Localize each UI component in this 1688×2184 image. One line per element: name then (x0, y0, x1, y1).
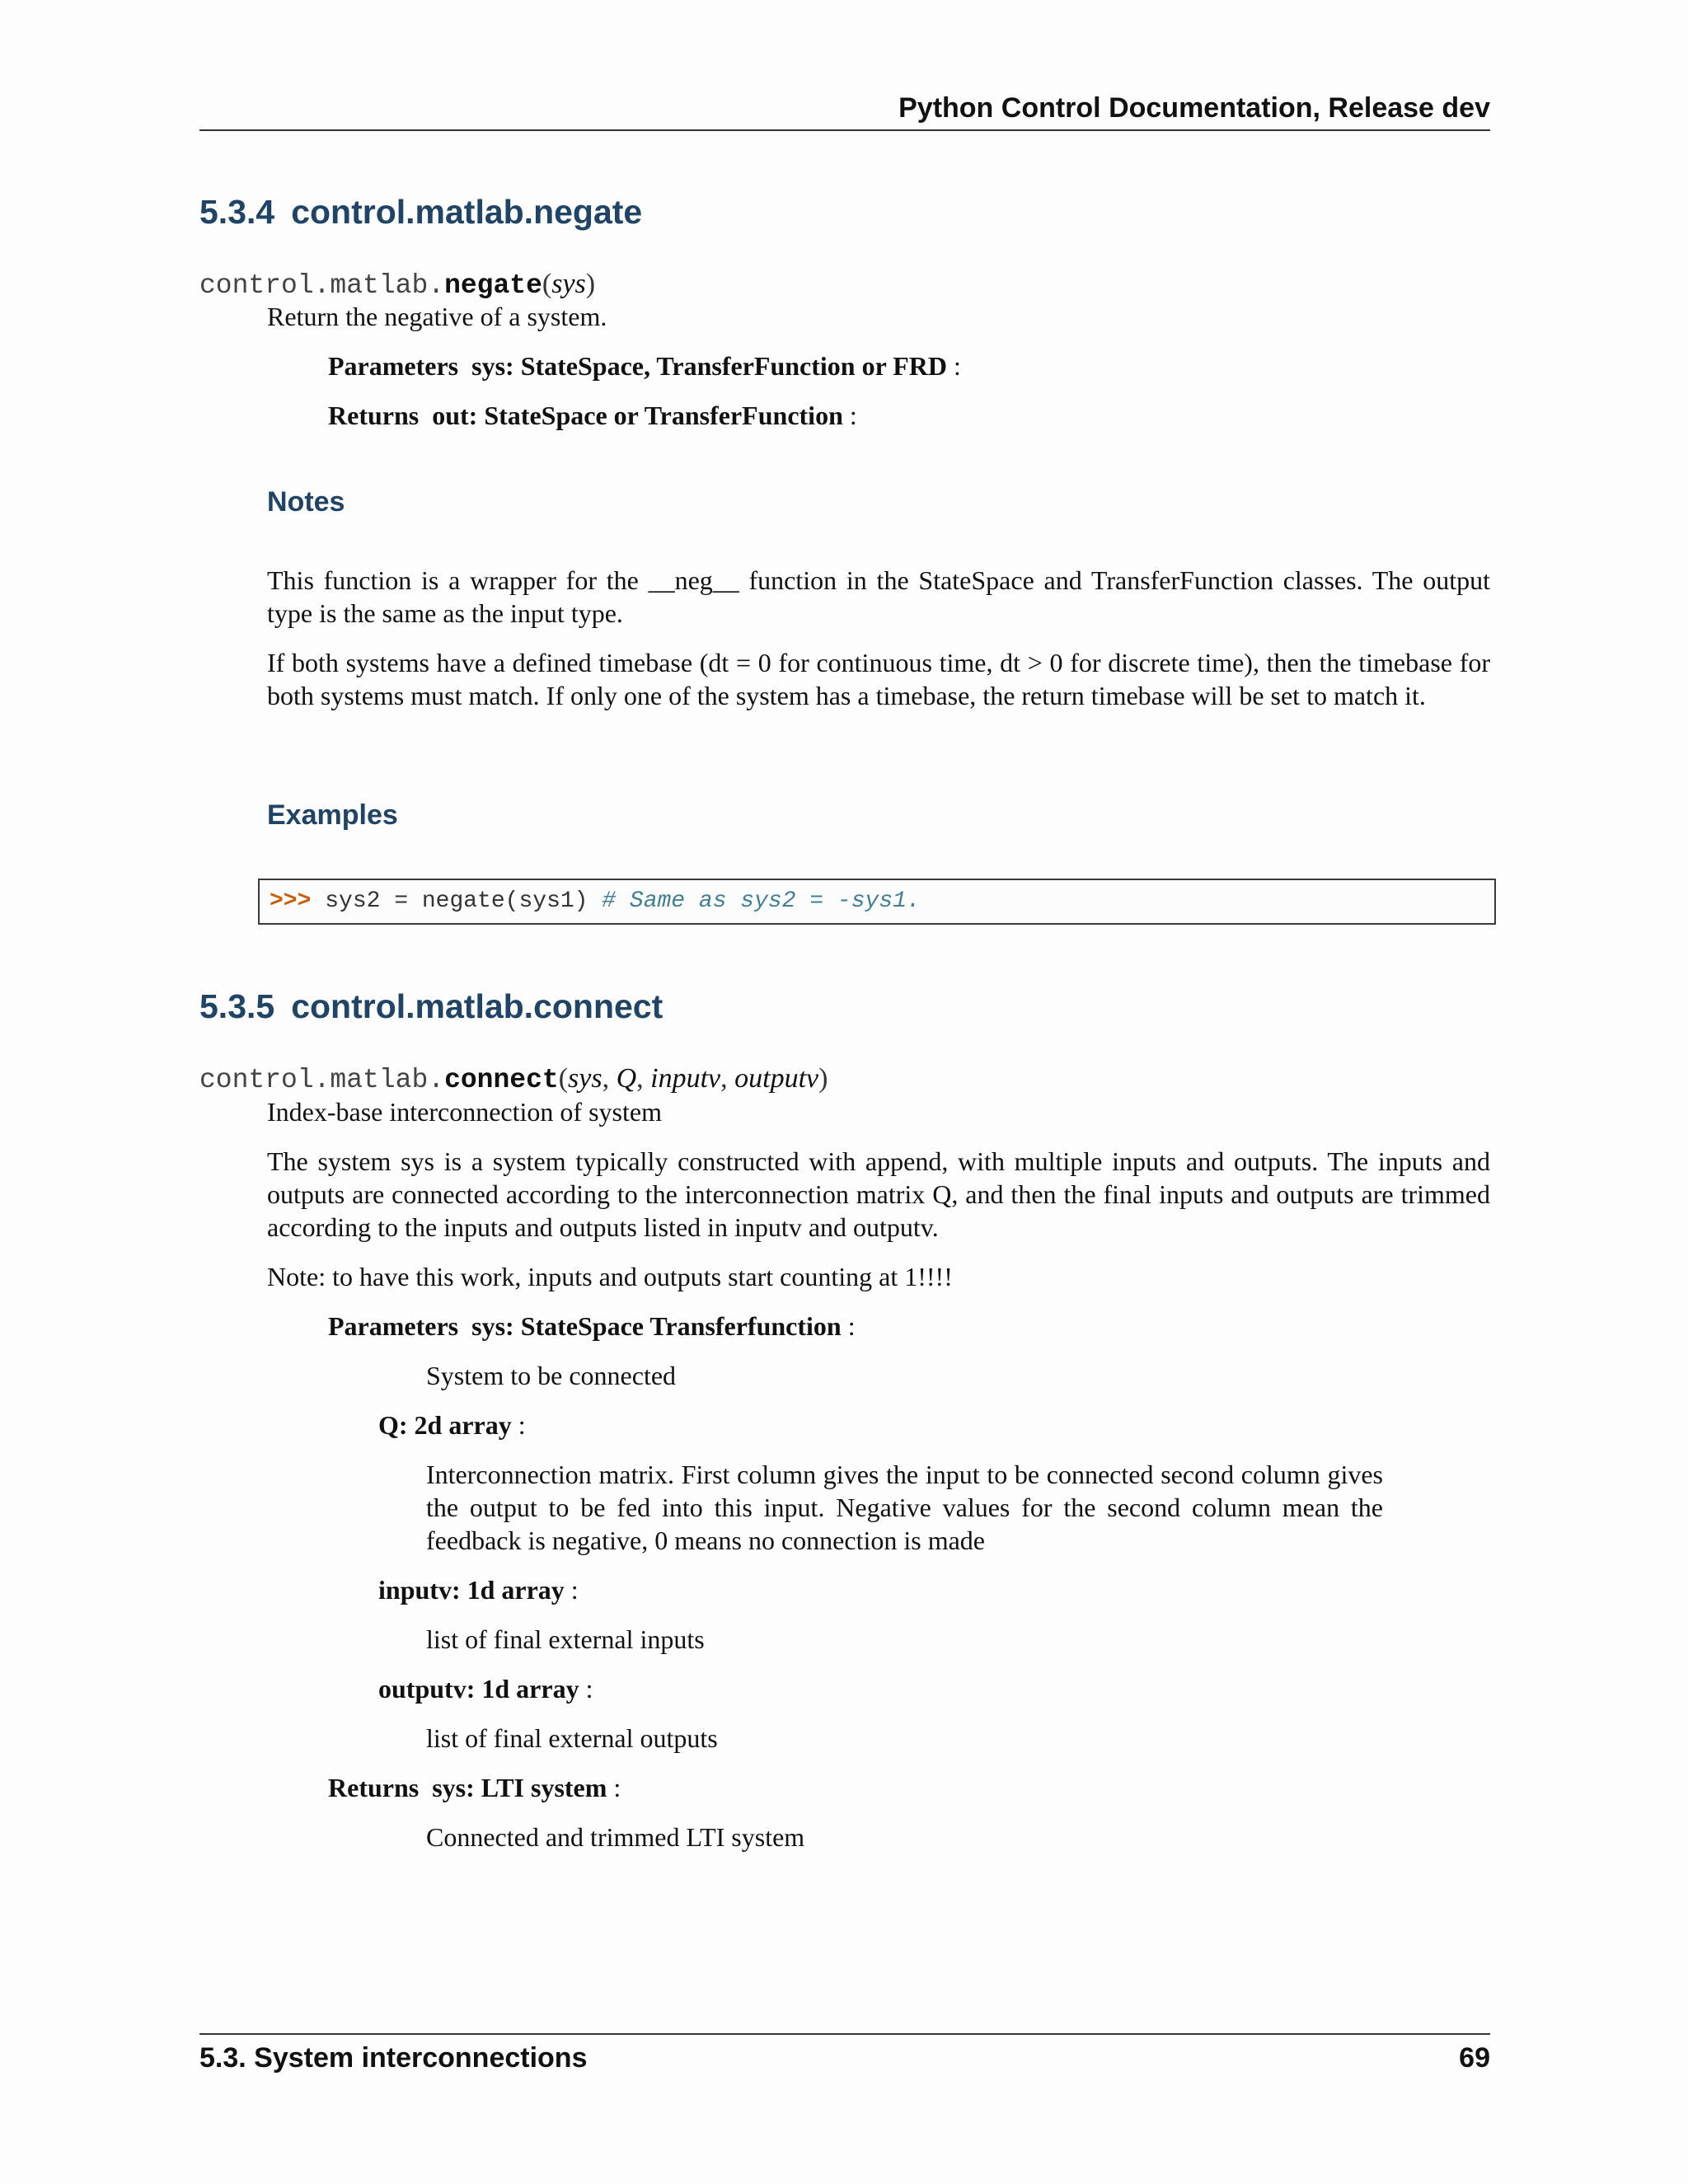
colon: : (953, 351, 961, 381)
section-title: control.matlab.negate (291, 193, 643, 231)
colon: : (849, 401, 857, 430)
param-desc-outputv: list of final external outputs (426, 1723, 718, 1753)
param-outputv (378, 1672, 593, 1705)
sig-arg-outputv: outputv (734, 1063, 819, 1094)
section-heading-connect (199, 987, 663, 1026)
returns-value: out: StateSpace or TransferFunction (432, 401, 843, 430)
function-signature-connect (199, 1063, 828, 1095)
function-signature-negate (199, 269, 595, 301)
param-name-outputv: outputv: 1d array (378, 1674, 579, 1704)
colon: : (518, 1410, 526, 1440)
sig-separator: , (720, 1063, 735, 1094)
colon: : (585, 1674, 593, 1704)
code-comment: # Same as sys2 = -sys1. (602, 888, 921, 914)
colon: : (613, 1773, 621, 1802)
section-number: 5.3.4 (199, 193, 275, 231)
colon: : (847, 1311, 856, 1341)
sig-function-name: negate (444, 270, 542, 301)
sig-arg-sys: sys (568, 1063, 603, 1094)
section-heading-negate (199, 193, 642, 232)
negate-parameters-field (328, 349, 961, 382)
code-statement: sys2 = negate(sys1) (311, 888, 603, 914)
parameters-value: sys: StateSpace, TransferFunction or FRD (471, 351, 947, 381)
header-rule (199, 129, 1490, 131)
code-line (270, 888, 921, 914)
footer-rule (199, 2033, 1490, 2035)
connect-parameters-field (328, 1310, 856, 1343)
param-desc-q: Interconnection matrix. First column gives the input to be connected second column gives the output to be fed into this input. Negative values for the second column mean the feedback is negative, 0 means no connection is made (426, 1460, 1383, 1555)
notes-paragraph-2: If both systems have a defined timebase (dt = 0 for continuous time, dt > 0 for discrete time), then the timebase for both systems must match. If only one of the system has a timebase, the return timebase will be set to match it. (267, 648, 1490, 710)
returns-value: sys: LTI system (432, 1773, 607, 1802)
negate-summary: Return the negative of a system. (267, 302, 607, 331)
notes-paragraph-1: This function is a wrapper for the __neg__ function in the StateSpace and TransferFunction classes. The output type is the same as the input type. (267, 565, 1490, 628)
param-desc-inputv: list of final external inputs (426, 1624, 705, 1654)
sig-arg-inputv: inputv (650, 1063, 721, 1094)
sig-close-paren: ) (585, 269, 596, 299)
returns-label: Returns (328, 1773, 420, 1802)
parameters-label: Parameters (328, 351, 459, 381)
param-inputv (378, 1573, 579, 1606)
sig-arg: sys (551, 269, 586, 299)
examples-heading: Examples (267, 799, 398, 831)
returns-label: Returns (328, 401, 420, 430)
connect-note: Note: to have this work, inputs and outputs start counting at 1!!!! (267, 1262, 953, 1291)
page-number: 69 (1459, 2042, 1490, 2074)
sig-separator: , (602, 1063, 617, 1094)
param-name-inputv: inputv: 1d array (378, 1575, 565, 1605)
sig-separator: , (636, 1063, 651, 1094)
param-name-sys: sys: StateSpace Transferfunction (471, 1311, 842, 1341)
code-example-box (258, 879, 1496, 925)
sig-prefix: control.matlab. (199, 270, 445, 301)
returns-description: Connected and trimmed LTI system (426, 1822, 805, 1852)
sig-arg-q: Q (616, 1063, 637, 1094)
section-title: control.matlab.connect (291, 987, 663, 1025)
code-prompt: >>> (270, 888, 312, 914)
connect-description: The system sys is a system typically constructed with append, with multiple inputs and outputs. The inputs and outputs are connected according to the interconnection matrix Q, and then the final inputs and outputs are trimmed according to the inputs and outputs listed in inputv and outputv. (267, 1146, 1490, 1242)
footer-section: 5.3. System interconnections (199, 2042, 588, 2074)
running-header: Python Control Documentation, Release dev (898, 92, 1490, 124)
param-q (378, 1408, 526, 1441)
sig-open-paren: ( (558, 1063, 569, 1094)
param-desc-sys: System to be connected (426, 1361, 677, 1390)
sig-open-paren: ( (542, 269, 552, 299)
parameters-label: Parameters (328, 1311, 459, 1341)
negate-returns-field (328, 399, 857, 432)
sig-function-name: connect (444, 1065, 559, 1095)
section-number: 5.3.5 (199, 987, 275, 1025)
sig-close-paren: ) (818, 1063, 828, 1094)
sig-prefix: control.matlab. (199, 1065, 445, 1095)
connect-returns-field (328, 1771, 621, 1804)
notes-heading: Notes (267, 486, 345, 518)
connect-summary: Index-base interconnection of system (267, 1097, 662, 1127)
param-name-q: Q: 2d array (378, 1410, 512, 1440)
colon: : (570, 1575, 579, 1605)
